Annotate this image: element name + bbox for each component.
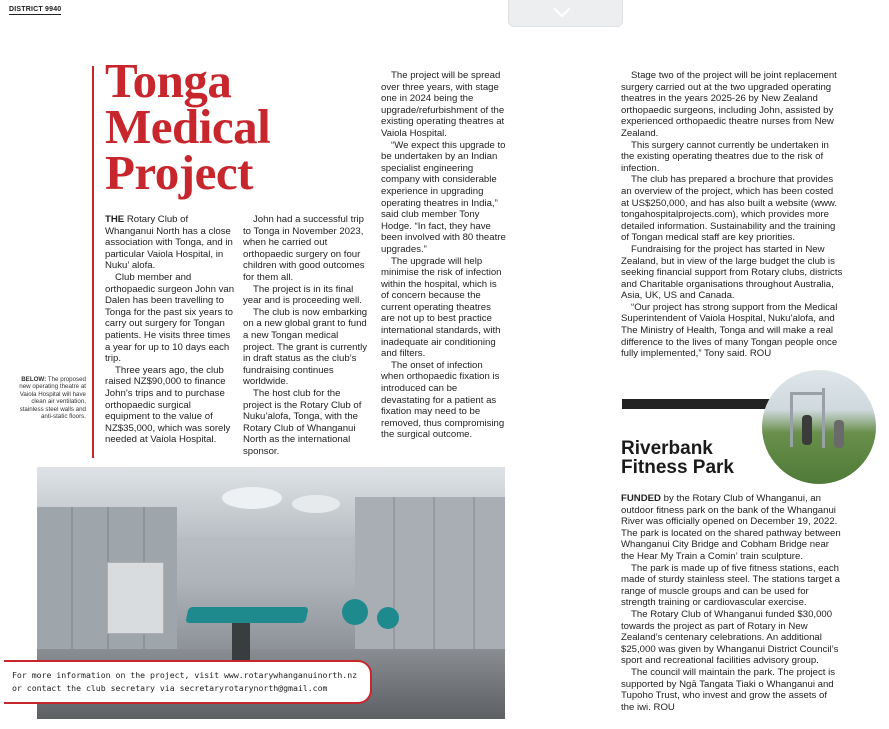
chevron-down-icon xyxy=(554,1,571,18)
paragraph: Stage two of the project will be joint replacement surgery carried out at the two upgraded operating theatres in the years 2025-26 by New Zealand orthopaedic surgeons, including John, assisted by experienced orthopaedic theatre nurses from New Zealand. xyxy=(621,70,837,139)
section-label: DISTRICT 9940 xyxy=(9,6,62,13)
paragraph: Fundraising for the project has started in New Zealand, but in view of the large budget the club is seeking financial support from Rotary clubs, districts and Charitable organisations throughout Australia, Asia, UK, US and Canada. xyxy=(621,243,843,302)
paragraph: John had a successful trip to Tonga in November 2023, when he carried out orthopaedic surgery on four children with good outcomes for them all. xyxy=(243,214,365,283)
paragraph xyxy=(105,214,237,272)
paragraph: The Rotary Club of Whanganui funded $30,000 towards the project as part of Rotary in New Zealand’s centenary celebrations. An additional $25,000 was given by Whanganui District Council’s sport and recreational facilities advisory group. xyxy=(621,608,839,667)
title-rule xyxy=(92,66,94,458)
paragraph: “We expect this upgrade to be undertaken by an Indian specialist engineering company with considerable experience in upgrading operating theatres in India,” said club member Tony Hodge. “In fact, they have been involved with 80 theatre upgrades.” xyxy=(381,139,506,255)
article-title xyxy=(105,53,271,200)
info-line: For more information on the project, visit www.rotarywhanganuinorth.nz xyxy=(12,670,358,680)
paragraph: Three years ago, the club raised NZ$90,000 to finance John’s trips and to purchase orthopaedic surgical equipment to the value of NZ$35,000, which was sorely needed at Vaiola Hospital. xyxy=(105,364,231,446)
photo-caption xyxy=(18,376,86,420)
info-line: or contact the club secretary via secretaryrotarynorth@gmail.com xyxy=(12,683,328,693)
paragraph: The onset of infection when orthopaedic fixation is introduced can be devastating for a patient as fixation may need to be removed, thus compromising the surgical outcome. xyxy=(381,359,505,441)
paragraph: The park is made up of five fitness stations, each made of sturdy stainless steel. The stations target a range of muscle groups and can be used for strength training or cardiovascular exercise. xyxy=(621,562,840,609)
paragraph: “Our project has strong support from the Medical Superintendent of Vaiola Hospital, Nuku’alofa, and The Ministry of Health, Tonga and will make a real difference to the lives of many Tongan people once fully implemented,” Tony said. ROU xyxy=(621,301,838,360)
title-line: Riverbank xyxy=(621,438,713,459)
article-column-4 xyxy=(621,70,843,360)
lead-word: FUNDED xyxy=(621,493,661,504)
title-line: Medical xyxy=(105,99,271,154)
paragraph: The project will be spread over three years, with stage one in 2024 being the upgrade/refurbishment of the existing operating theatres at Vaiola Hospital. xyxy=(381,70,505,139)
section-divider xyxy=(622,399,770,409)
paragraph-text: Rotary Club of Whanganui North has a close association with Tonga, and in particular Vaiola Hospital, in Nuku’ alofa. xyxy=(105,214,233,272)
paragraph: This surgery cannot currently be undertaken in the existing operating theatres due to the risk of infection. xyxy=(621,139,829,174)
fitness-park-photo xyxy=(762,370,876,484)
paragraph: The club is now embarking on a new global grant to fund a new Tongan medical project. The grant is currently in draft status as the club’s fundraising continues worldwide. xyxy=(243,306,368,388)
caption-label: BELOW: xyxy=(21,376,47,383)
article2-title xyxy=(621,439,734,477)
article-column-1 xyxy=(105,214,237,446)
paragraph: The club has prepared a brochure that provides an overview of the project, which has been costed at US$250,000, and has also built a website (www. tongahospitalprojects.com), which provides more detailed information. Sustainability and the training of Tongan medical staff are key priorities. xyxy=(621,174,837,244)
article-column-3 xyxy=(381,70,507,441)
title-line: Project xyxy=(105,145,253,200)
paragraph xyxy=(621,493,843,563)
paragraph: The upgrade will help minimise the risk of infection within the hospital, which is of concern because the current operating theatres are not up to best practice international standards, with inadequate air conditioning and filters. xyxy=(381,255,502,360)
collapse-tab[interactable] xyxy=(508,0,623,27)
paragraph: Club member and orthopaedic surgeon John van Dalen has been travelling to Tonga for the past six years to carry out surgery for Tongan patients. He visits three times a year for up to 10 days each trip. xyxy=(105,271,235,365)
paragraph-text: by the Rotary Club of Whanganui, an outdoor fitness park on the bank of the Whanganui River was officially opened on December 19, 2022. The park is located on the shared pathway between Whanganui City Bridge and Cobham Bridge near the Hear My Train a Comin’ train sculpture. xyxy=(621,493,841,562)
caption-text: The proposed new operating theatre at Vaiola Hospital will have clean air ventilation, stainless steel walls and anti-static floors. xyxy=(19,376,86,421)
paragraph: The project is in its final year and is proceeding well. xyxy=(243,283,362,307)
title-line: Tonga xyxy=(105,53,232,108)
article-column-2 xyxy=(243,214,371,457)
info-box xyxy=(4,660,372,704)
paragraph: The host club for the project is the Rotary Club of Nuku’alofa, Tonga, with the Rotary Club of Whanganui North as the international sponsor. xyxy=(243,387,362,457)
paragraph: The council will maintain the park. The project is supported by Ngā Tangata Tiaki o Whanganui and Tupoho Trust, who invest and grow the assets of the iwi. ROU xyxy=(621,666,836,713)
title-line: Fitness Park xyxy=(621,457,734,478)
article2-body xyxy=(621,493,843,713)
lead-word: THE xyxy=(105,214,125,225)
